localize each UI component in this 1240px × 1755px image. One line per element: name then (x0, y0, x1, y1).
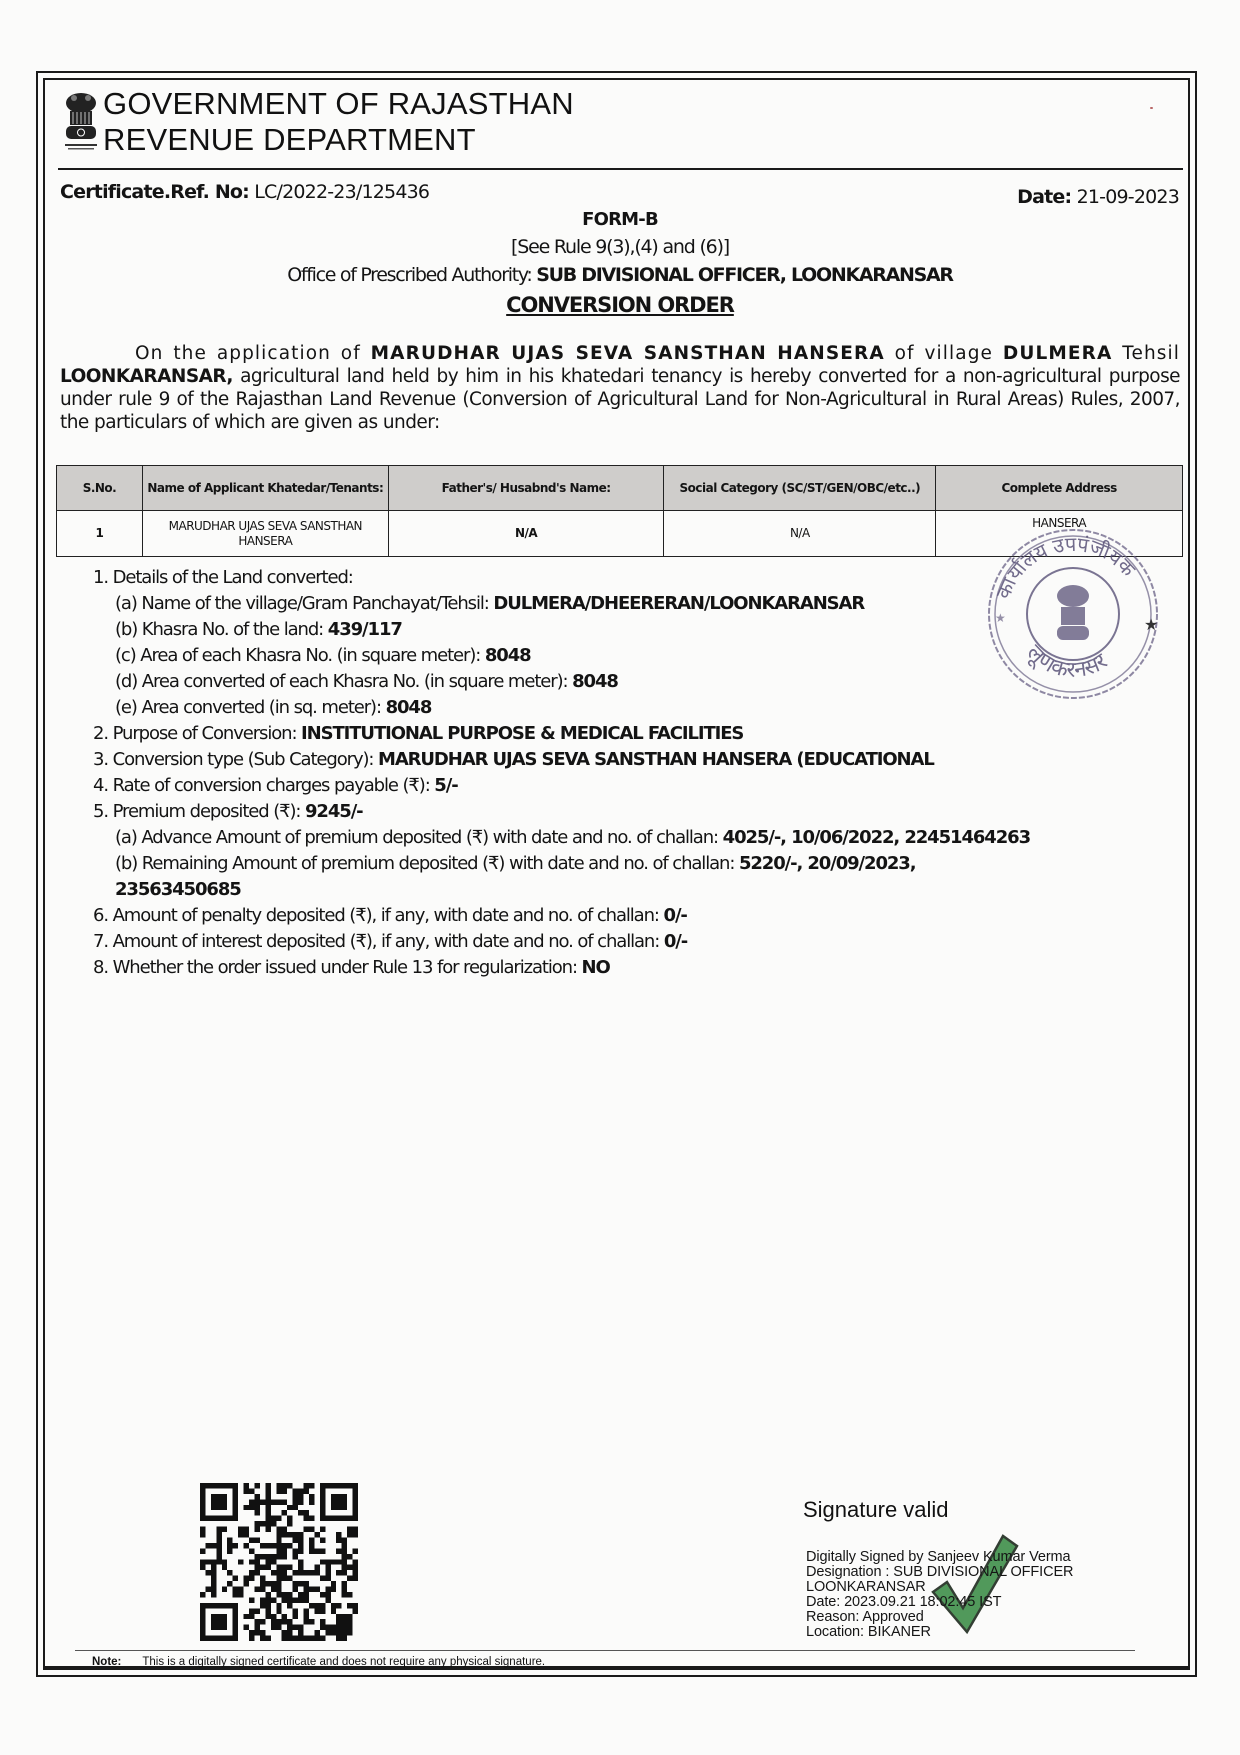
detail-value: 8048 (572, 671, 618, 692)
detail-label: 6. Amount of penalty deposited (₹), if any, with date and no. of challan: (93, 905, 659, 926)
header-social-category: Social Category (SC/ST/GEN/OBC/etc..) (664, 466, 936, 511)
detail-label: 4. Rate of conversion charges payable (₹): (93, 775, 430, 796)
header-address: Complete Address (936, 466, 1183, 511)
designation-cont: LOONKARANSAR (806, 1579, 926, 1595)
detail-item-4 (93, 773, 1030, 799)
ref-value: LC/2022-23/125436 (254, 181, 430, 203)
note-text: This is a digitally signed certificate and does not require any physical signature. (142, 1656, 546, 1668)
date-label: Date: (1017, 186, 1072, 208)
detail-value: MARUDHAR UJAS SEVA SANSTHAN HANSERA (EDUCATIONAL (378, 749, 934, 770)
detail-item-1d (93, 669, 1030, 695)
certificate-date (1017, 186, 1179, 208)
ref-label: Certificate.Ref. No: (60, 181, 249, 203)
detail-value: 9245/- (305, 801, 363, 822)
detail-value: 5220/-, 20/09/2023, (738, 853, 916, 874)
signature-date: Date: 2023.09.21 18:02:45 IST (806, 1594, 1002, 1610)
cell-social-category: N/A (664, 511, 936, 557)
order-title: CONVERSION ORDER (506, 293, 734, 317)
stamp-star-icon: ★ (995, 611, 1006, 625)
intro-text: of village (894, 343, 994, 364)
stamp-star-icon: ★ (1144, 617, 1159, 634)
detail-item-5b-cont (93, 877, 1030, 903)
detail-item-1b (93, 617, 1030, 643)
detail-label: (b) Remaining Amount of premium deposited (₹) with date and no. of challan: (115, 853, 735, 874)
govt-name: GOVERNMENT OF RAJASTHAN (103, 86, 574, 121)
detail-item-1c (93, 643, 1030, 669)
cell-address: HANSERA (936, 511, 1183, 557)
detail-label: 2. Purpose of Conversion: (93, 723, 297, 744)
detail-item-8 (93, 955, 1030, 981)
signature-reason: Reason: Approved (806, 1609, 924, 1625)
certificate-ref (60, 181, 429, 203)
detail-value: DULMERA/DHEERERAN/LOONKARANSAR (493, 593, 865, 614)
detail-item-2 (93, 721, 1030, 747)
detail-label: 8. Whether the order issued under Rule 13 for regularization: (93, 957, 577, 978)
detail-value: 439/117 (327, 619, 402, 640)
footer-divider (75, 1650, 1135, 1651)
conversion-details (93, 565, 1030, 981)
cell-sno: 1 (57, 511, 143, 557)
detail-label: (e) Area converted (in sq. meter): (115, 697, 381, 718)
detail-value: 8048 (484, 645, 531, 666)
note-label: Note: (92, 1656, 122, 1668)
detail-value: 5/- (434, 775, 458, 796)
intro-text: agricultural land held by him in his khatedari tenancy is hereby converted for a non-agricultural purpose under rule 9 of the Rajasthan Land Revenue (Conversion of Agricultural Land for Non-Agricultural in Rural Areas) Rules, 2007, the particulars of which are given as under: (60, 366, 1180, 433)
detail-item-1e (93, 695, 1030, 721)
detail-item-1a (93, 591, 1030, 617)
signature-location: Location: BIKANER (806, 1624, 931, 1640)
detail-label: (a) Name of the village/Gram Panchayat/Tehsil: (115, 593, 489, 614)
intro-text: Tehsil (1122, 343, 1181, 364)
detail-item-5b (93, 851, 1030, 877)
stamp-emblem-icon (1057, 585, 1089, 640)
intro-paragraph (60, 342, 1180, 434)
qr-code[interactable] (200, 1483, 358, 1641)
office-value: SUB DIVISIONAL OFFICER, LOONKARANSAR (536, 264, 953, 286)
designation: Designation : SUB DIVISIONAL OFFICER (806, 1564, 1074, 1580)
signature-status: Signature valid (803, 1497, 949, 1522)
digital-signature-block (806, 1550, 1073, 1640)
table-header-row (57, 466, 1183, 511)
detail-item-5a (93, 825, 1030, 851)
state-emblem-icon (62, 92, 100, 154)
detail-label: (b) Khasra No. of the land: (115, 619, 324, 640)
detail-label: 5. Premium deposited (₹): (93, 801, 301, 822)
cell-applicant-name: MARUDHAR UJAS SEVA SANSTHAN HANSERA (142, 511, 388, 557)
form-title: FORM-B (582, 209, 658, 230)
detail-item-3 (93, 747, 1030, 773)
detail-value: NO (581, 957, 610, 978)
header-divider (58, 168, 1183, 170)
detail-item-5 (93, 799, 1030, 825)
detail-label: (d) Area converted of each Khasra No. (in square meter): (115, 671, 568, 692)
intro-text: On the application of (135, 343, 361, 364)
detail-value: 4025/-, 10/06/2022, 22451464263 (722, 827, 1031, 848)
header-applicant-name: Name of Applicant Khatedar/Tenants: (142, 466, 388, 511)
detail-label: 3. Conversion type (Sub Category): (93, 749, 374, 770)
tehsil-name: LOONKARANSAR, (60, 366, 233, 387)
detail-label: (c) Area of each Khasra No. (in square meter): (115, 645, 481, 666)
detail-label: (a) Advance Amount of premium deposited (₹) with date and no. of challan: (115, 827, 719, 848)
detail-value: INSTITUTIONAL PURPOSE & MEDICAL FACILITIES (301, 723, 744, 744)
footer-note (92, 1656, 545, 1668)
prescribed-authority (0, 264, 1240, 286)
detail-value: 23563450685 (115, 879, 241, 900)
department-name: REVENUE DEPARTMENT (103, 122, 476, 157)
detail-label: 7. Amount of interest deposited (₹), if any, with date and no. of challan: (93, 931, 660, 952)
detail-item-1 (93, 565, 1030, 591)
village-name: DULMERA (1002, 343, 1113, 364)
date-value: 21-09-2023 (1076, 186, 1179, 208)
header-father-husband-name: Father's/ Husabnd's Name: (388, 466, 664, 511)
detail-value: 8048 (385, 697, 432, 718)
applicant-name: MARUDHAR UJAS SEVA SANSTHAN HANSERA (370, 343, 885, 364)
detail-value: 0/- (663, 931, 688, 952)
ink-speck (1150, 107, 1153, 109)
office-label: Office of Prescribed Authority: (287, 264, 532, 286)
department-title (103, 86, 574, 158)
detail-value: 0/- (663, 905, 687, 926)
stamp-top-text: कार्यालय उपपंजीयक (992, 533, 1140, 603)
detail-label: 1. Details of the Land converted: (93, 567, 353, 588)
stamp-bottom-text: लूणकरनसर (1022, 639, 1112, 683)
signed-by: Digitally Signed by Sanjeev Kumar Verma (806, 1549, 1071, 1565)
detail-item-6 (93, 903, 1030, 929)
rule-reference: [See Rule 9(3),(4) and (6)] (511, 236, 729, 258)
cell-father-husband-name: N/A (388, 511, 664, 557)
detail-item-7 (93, 929, 1030, 955)
header-sno: S.No. (57, 466, 143, 511)
